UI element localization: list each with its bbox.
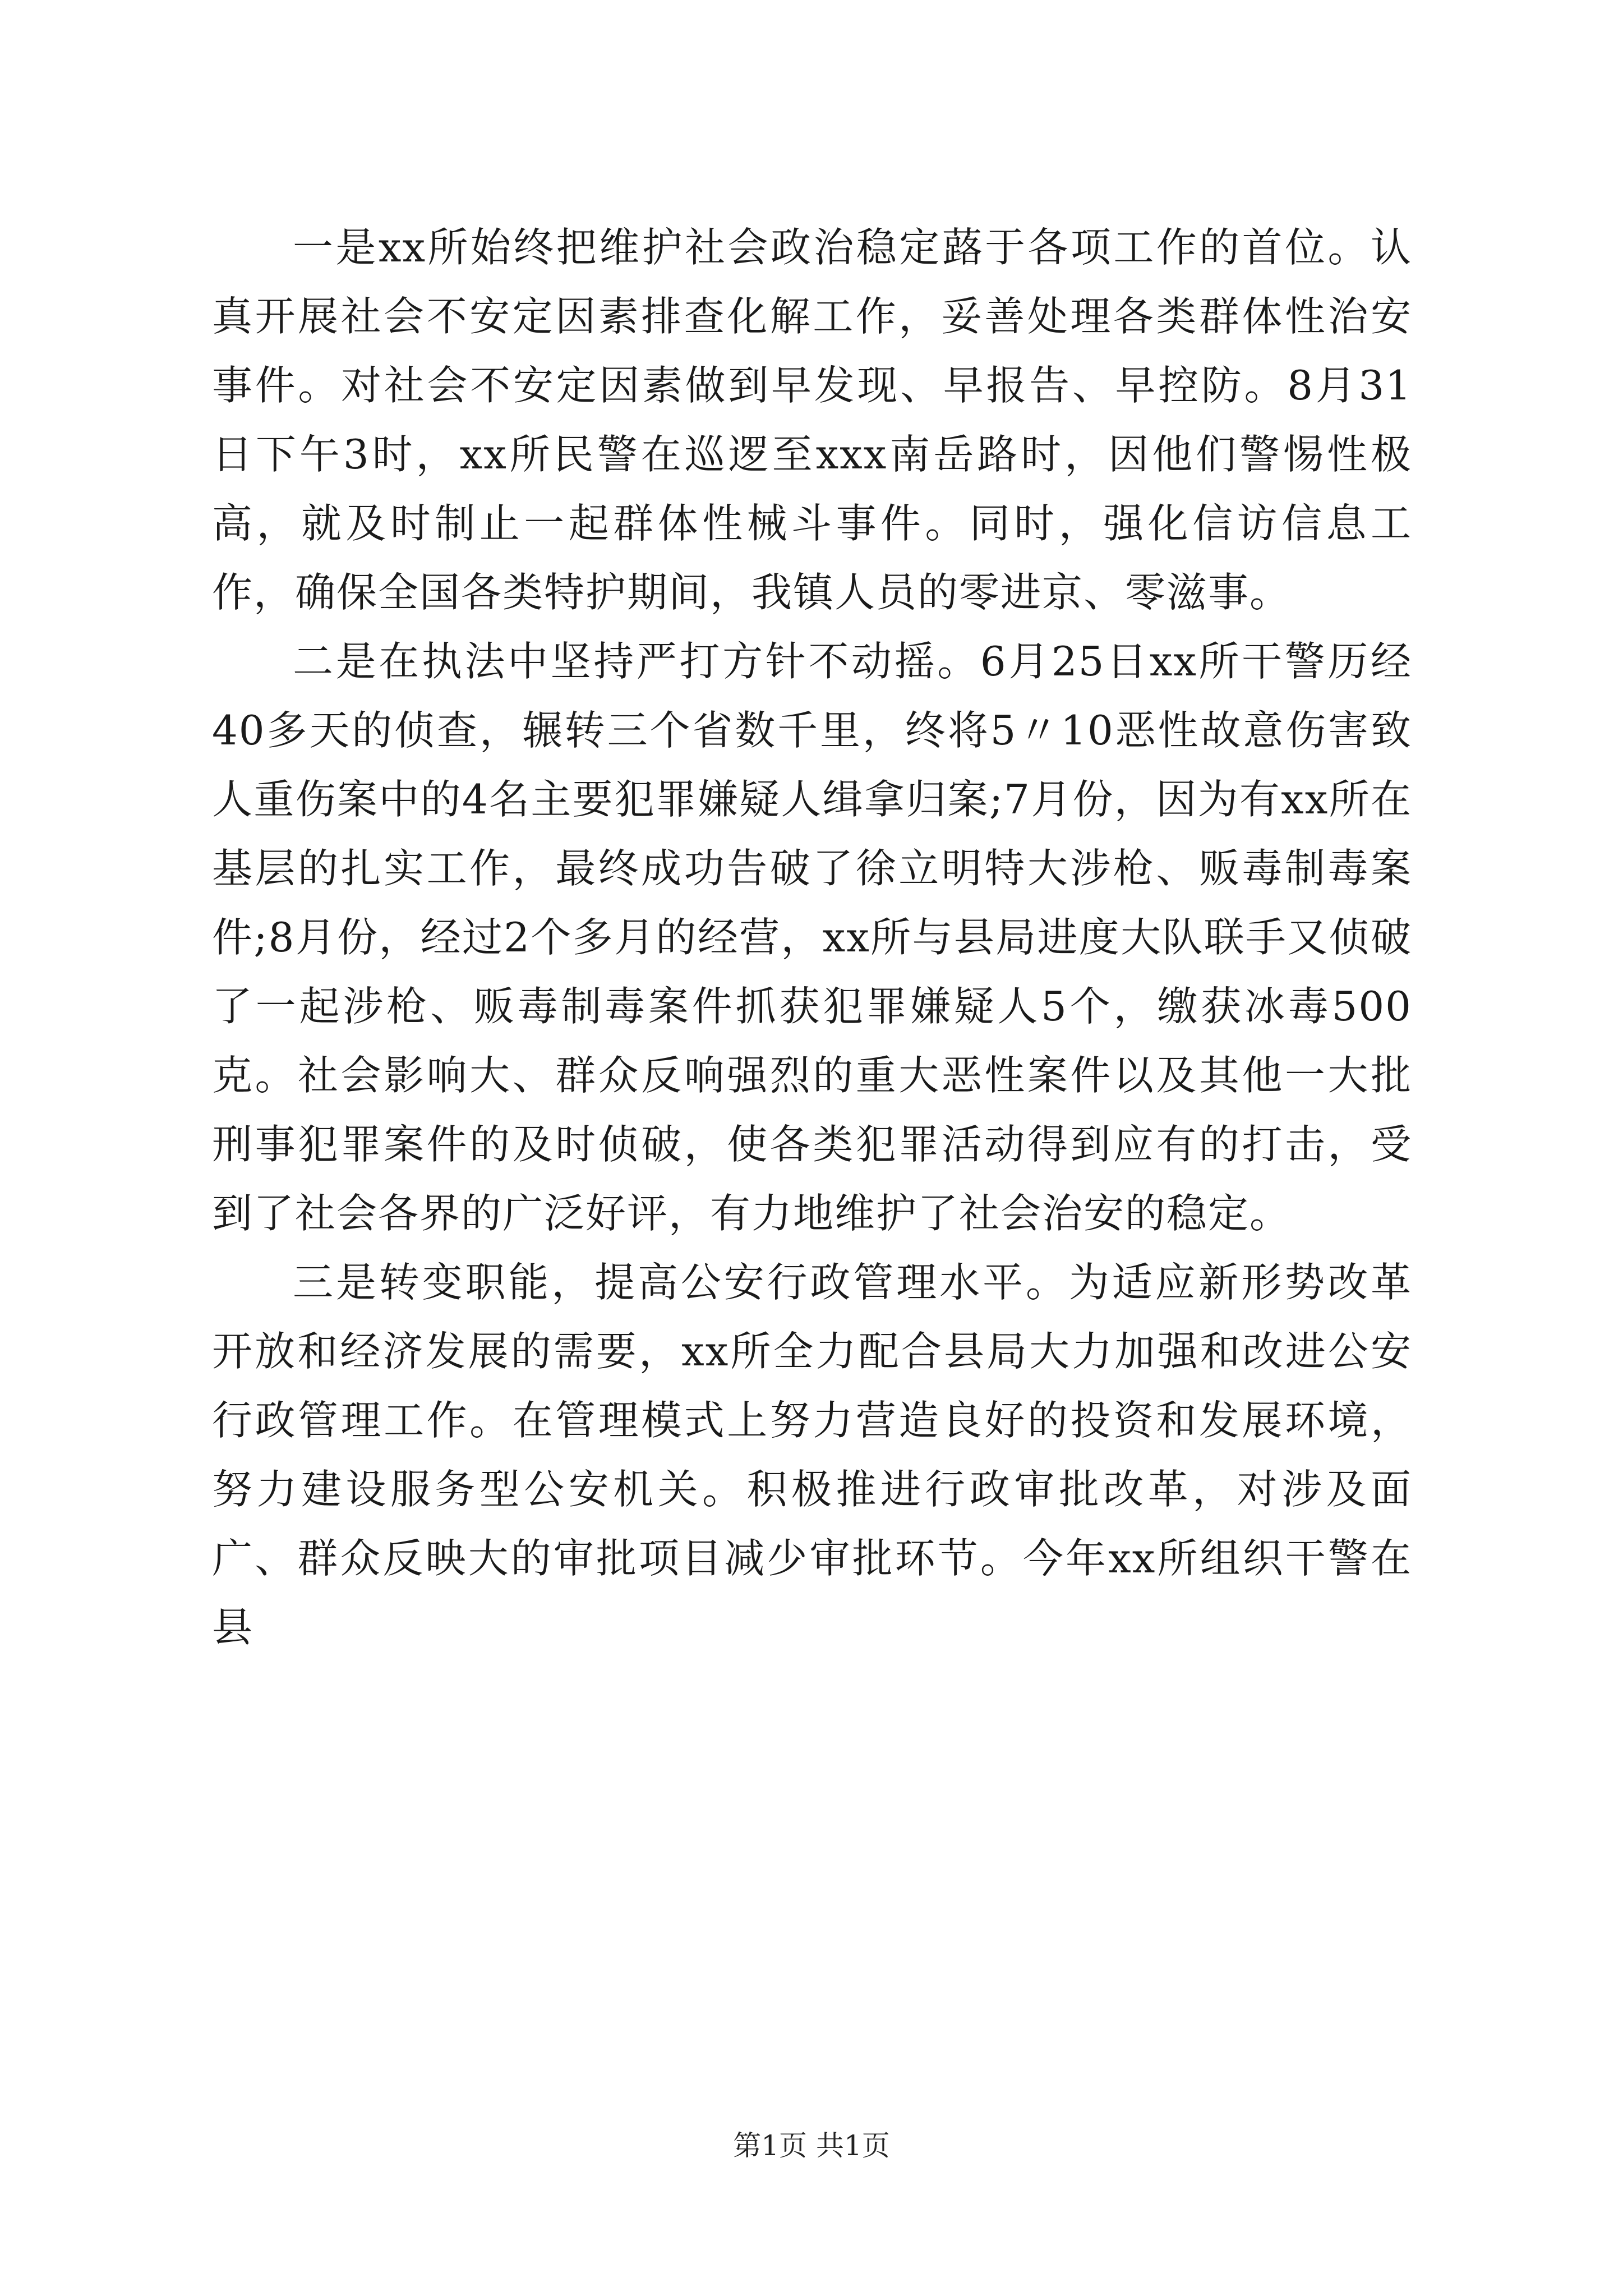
paragraph-1: 一是xx所始终把维护社会政治稳定蕗于各项工作的首位。认真开展社会不安定因素排查化解工作，妥善处理各类群体性治安事件。对社会不安定因素做到早发现、早报告、早控防。8月31日下午3时，xx所民警在巡逻至xxx南岳路时，因他们警惕性极高，就及时制止一起群体性械斗事件。同时，强化信访信息工作，确保全国各类特护期间，我镇人员的零进京、零滋事。 (212, 224, 1412, 616)
paragraph-3: 三是转变职能，提高公安行政管理水平。为适应新形势改革开放和经济发展的需要，xx所全力配合县局大力加强和改进公安行政管理工作。在管理模式上努力营造良好的投资和发展环境，努力建设服务型公安机关。积极推进行政审批改革，对涉及面广、群众反映大的审批项目减少审批环节。今年xx所组织干警在县 (212, 1259, 1412, 1651)
page-number-footer: 第1页 共1页 (733, 2129, 890, 2162)
document-body (212, 213, 1412, 1662)
paragraph-2: 二是在执法中坚持严打方针不动摇。6月25日xx所干警历经40多天的侦查，辗转三个省数千里，终将5〃10恶性故意伤害致人重伤案中的4名主要犯罪嫌疑人缉拿归案;7月份，因为有xx所在基层的扎实工作，最终成功告破了徐立明特大涉枪、贩毒制毒案件;8月份，经过2个多月的经营，xx所与县局进度大队联手又侦破了一起涉枪、贩毒制毒案件抓获犯罪嫌疑人5个，缴获冰毒500克。社会影响大、群众反响强烈的重大恶性案件以及其他一大批刑事犯罪案件的及时侦破，使各类犯罪活动得到应有的打击，受到了社会各界的广泛好评，有力地维护了社会治安的稳定。 (212, 638, 1412, 1237)
